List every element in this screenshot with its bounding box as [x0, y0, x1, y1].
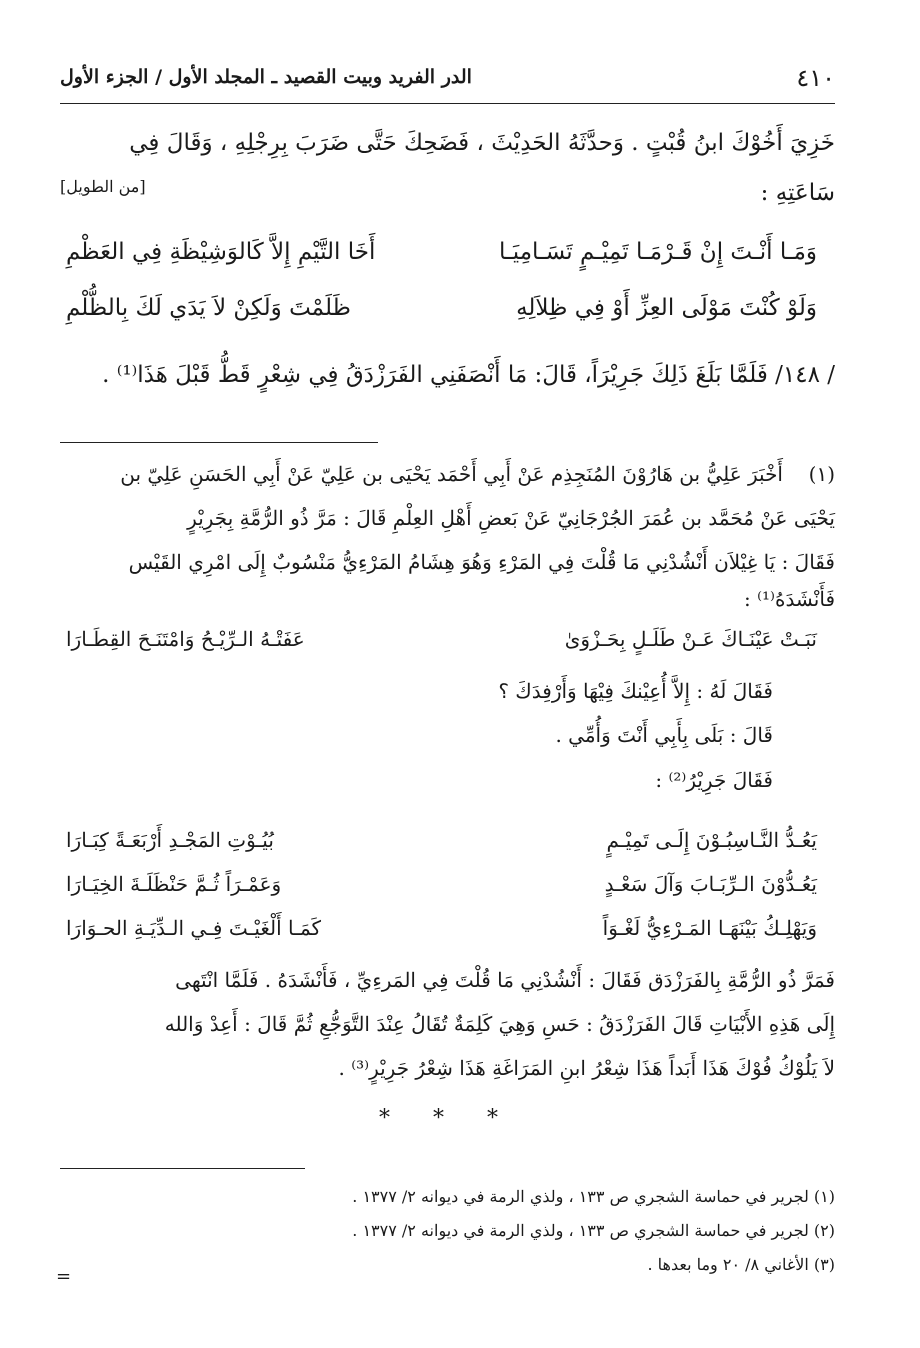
footnote-text: فَأَنْشَدَهُ⁽¹⁾ :: [744, 587, 835, 611]
verse-hemistich-right: يَعُـدُّوْنَ الـرِّبَـابَ وَآلَ سَعْـدٍ: [604, 872, 817, 896]
verse-line: [66, 280, 817, 336]
running-header: [60, 58, 835, 98]
dialogue-line: قَالَ : بَلَى بِأَبِي أَنْتَ وَأُمِّي .: [555, 723, 773, 747]
footnote-text: إِلَى هَذِهِ الأَبْيَاتِ قَالَ الفَرَزْدَقُ : حَسِ وَهِيَ كَلِمَةٌ تُقَالُ عِنْدَ التَّوَجُّعِ ثُمَّ قَالَ : أَعِدْ وَالله: [164, 1012, 835, 1036]
footnote-text: فَقَالَ : يَا غِيْلاَن أَنْشُدْنِي مَا قُلْتَ فِي المَرْءِ وَهُوَ هِشَامُ المَرْءِيُّ مَنْسُوبٌ إِلَى امْرِي القَيْس: [128, 550, 835, 574]
verse-line: [66, 618, 817, 660]
closing-paragraph: [60, 350, 835, 400]
dialogue: [60, 670, 835, 802]
footnote-verse-1: [60, 618, 835, 660]
intro-line-2-text: سَاعَتِهِ :: [760, 180, 835, 206]
footnote-text: يَحْيَى عَنْ مُحَمَّد بن عُمَرَ الجُرْجَانِيّ عَنْ بَعضِ أَهْلِ العِلْمِ قَالَ : مَرَّ ذُو الرُّمَّةِ بِجَرِيْرٍ: [187, 506, 835, 530]
endnote: (١) لجرير في حماسة الشجري ص ١٣٣ ، ولذي الرمة في ديوانه ٢/ ١٣٧٧ .: [352, 1187, 835, 1206]
closing-line: / ١٤٨/ فَلَمَّا بَلَغَ ذَلِكَ جَرِيْرَاً، قَالَ: مَا أَنْصَفَنِي الفَرَزْدَقُ فِي شِعْرٍ قَطُّ قَبْلَ هَذَا⁽¹⁾ .: [102, 362, 835, 388]
endnote: (٣) الأغاني ٨/ ٢٠ وما بعدها .: [647, 1255, 835, 1274]
header-rule: [60, 103, 835, 104]
footnote-number: (١): [808, 462, 835, 486]
verse-hemistich-right: يَعُـدُّ النَّـاسِبُـوْنَ إِلَـى تَمِيْـمٍ: [606, 828, 817, 852]
endnote: (٢) لجرير في حماسة الشجري ص ١٣٣ ، ولذي الرمة في ديوانه ٢/ ١٣٧٧ .: [352, 1221, 835, 1240]
verse-line: [66, 224, 817, 280]
verse-hemistich-left: وَعَمْـرَاً ثُـمَّ حَنْظَلَـةَ الخِيَـارَا: [66, 872, 282, 896]
intro-line-2: [60, 168, 835, 218]
verse-line: [66, 862, 817, 906]
verse-hemistich-left: أَخَا التَّيْمِ إِلاَّ كَالوَشِيْظَةِ فِي العَظْمِ: [66, 239, 376, 265]
verse-hemistich-left: ظَلَمْتَ وَلَكِنْ لاَ يَدَي لَكَ بِالظُّلْمِ: [66, 295, 351, 321]
verse-hemistich-left: كَمَـا أَلْغَيْـتَ فِـي الـدِّيَـةِ الحـوَارَا: [66, 916, 322, 940]
continuation-mark: =: [56, 1266, 72, 1287]
dialogue-line: فَقَالَ لَهُ : إِلاَّ أُعِيْنكَ فِيْهَا وَأَرْفِدَكَ ؟: [498, 679, 773, 703]
verse-hemistich-right: وَلَوْ كُنْتَ مَوْلَى العِزِّ أَوْ فِي ظِلاَلِهِ: [516, 295, 817, 321]
footnote-1: [60, 452, 835, 614]
section-separator: * * *: [379, 1106, 516, 1131]
endnotes: [60, 1180, 835, 1282]
verse-line: [66, 906, 817, 950]
main-verses: [60, 224, 835, 336]
verse-line: [66, 818, 817, 862]
main-text: [60, 118, 835, 218]
dialogue-line: فَقَالَ جَرِيْرُ⁽²⁾ :: [655, 768, 773, 792]
footnote-text: أَخْبَرَ عَلِيُّ بن هَارُوْنَ المُنَجِذِم عَنْ أَبِي أَحْمَد يَحْيَى بن عَلِيّ عَنْ أَبِي الحَسَنِ عَلِيّ بن: [120, 462, 783, 486]
footnote-verses: [60, 818, 835, 950]
book-page: [56, 0, 835, 1348]
footnote-text: فَمَرَّ ذُو الرُّمَّةِ بِالفَرَزْدَق فَقَالَ : أَنْشُدْنِي مَا قُلْتَ فِي المَرءِيِّ ، فَأَنْشَدَهُ . فَلَمَّا انْتَهى: [175, 968, 835, 992]
verse-hemistich-left: عَفَتْـهُ الـرِّيْـحُ وَامْتَنَـحَ القِطَـارَا: [66, 627, 305, 651]
verse-hemistich-right: نَبَـتْ عَيْنَـاكَ عَـنْ طَلَـلٍ بِحَـزْوَىٰ: [564, 627, 817, 651]
footnote-ending: [60, 958, 835, 1090]
running-title: الدر الفريد وبيت القصيد ـ المجلد الأول / الجزء الأول: [60, 66, 472, 88]
verse-hemistich-right: وَمَـا أَنْـتَ إِنْ قَـرْمَـا تَمِيْـمٍ تَسَـامِيَـا: [499, 239, 817, 265]
meter-label: [من الطويل]: [60, 177, 146, 196]
notes-rule: [60, 1168, 305, 1169]
footnote-rule: [60, 442, 378, 443]
verse-hemistich-left: بُيُـوْتِ المَجْـدِ أَرْبَعَـةً كِبَـارَا: [66, 828, 274, 852]
verse-hemistich-right: وَيَهْلِـكُ بَيْنَهَـا المَـرْءِيُّ لَغْـوَاً: [602, 916, 817, 940]
page-number: ٤١٠: [796, 64, 835, 92]
intro-line-1: خَزِيَ أَخُوْكَ ابنُ قُبْتٍ . وَحدَّثَهُ الحَدِيْثَ ، فَضَحِكَ حَتَّى ضَرَبَ بِرِجْلِهِ ، وَقَالَ فِي: [129, 130, 835, 156]
footnote-first-line: [60, 452, 835, 496]
footnote-text: لاَ يَلُوْكُ فُوْكَ هَذَا أَبَداً هَذَا شِعْرُ ابنِ المَرَاغَةِ هَذَا شِعْرُ جَرِيْرٍ⁽³⁾ .: [338, 1056, 835, 1080]
